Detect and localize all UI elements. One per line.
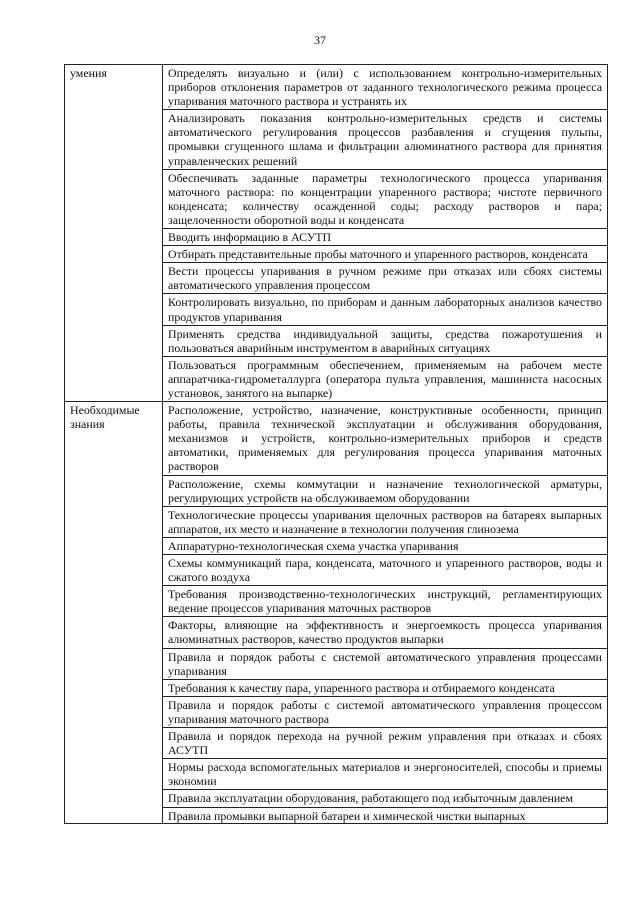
skill-item: Применять средства индивидуальной защиты, средства пожаротушения и пользоваться аварийным инструментом в аварийных ситуациях	[163, 325, 608, 356]
knowledge-item: Правила и порядок работы с системой автоматического управления процессом упаривания маточного раствора	[163, 696, 608, 727]
requirements-table	[64, 64, 608, 824]
knowledge-item: Требования к качеству пара, упаренного раствора и отбираемого конденсата	[163, 679, 608, 696]
page-number: 37	[314, 33, 326, 47]
knowledge-item: Аппаратурно-технологическая схема участка упаривания	[163, 537, 608, 554]
knowledge-item: Требования производственно-технологических инструкций, регламентирующих ведение процессов упаривания маточных растворов	[163, 586, 608, 617]
knowledge-item: Расположение, схемы коммутации и назначение технологической арматуры, регулирующих устройств на обслуживаемом оборудовании	[163, 475, 608, 506]
skill-item: Вводить информацию в АСУТП	[163, 229, 608, 246]
knowledge-item: Расположение, устройство, назначение, конструктивные особенности, принцип работы, правила технической эксплуатации и обслуживания оборудования, механизмов и устройств, контрольно-измерительных приборов и средств автоматики, применяемых для регулирования процесса упаривания маточных растворов	[163, 402, 608, 475]
section-label-knowledge: Необходимые знания	[65, 402, 163, 824]
table-row	[65, 65, 608, 110]
section-label-skills: умения	[65, 65, 163, 402]
skill-item: Анализировать показания контрольно-измерительных средств и системы автоматического регулирования процессов разбавления и сгущения пульпы, промывки сгущенного шлама и фильтрации алюминатного раствора для принятия управленческих решений	[163, 110, 608, 169]
knowledge-item: Правила эксплуатации оборудования, работающего под избыточным давлением	[163, 790, 608, 807]
skill-item: Пользоваться программным обеспечением, применяемым на рабочем месте аппаратчика-гидрометаллурга (оператора пульта управления, машиниста насосных установок, занятого на выпарке)	[163, 356, 608, 401]
skill-item: Обеспечивать заданные параметры технологического процесса упаривания маточного раствора: по концентрации упаренного раствора; чистоте первичного конденсата; количеству осажденной соды; расходу растворов и пара; защелоченности оборотной воды и конденсата	[163, 169, 608, 228]
knowledge-item: Правила и порядок работы с системой автоматического управления процессами упаривания	[163, 648, 608, 679]
knowledge-item: Факторы, влияющие на эффективность и энергоемкость процесса упаривания алюминатных растворов, качество продуктов выпарки	[163, 617, 608, 648]
table-row	[65, 402, 608, 475]
skill-item: Вести процессы упаривания в ручном режиме при отказах или сбоях системы автоматического управления процессом	[163, 263, 608, 294]
skill-item: Отбирать представительные пробы маточного и упаренного растворов, конденсата	[163, 246, 608, 263]
knowledge-item: Нормы расхода вспомогательных материалов и энергоносителей, способы и приемы экономии	[163, 759, 608, 790]
knowledge-item: Технологические процессы упаривания щелочных растворов на батареях выпарных аппаратов, их место и назначение в технологии получения глинозема	[163, 506, 608, 537]
knowledge-item: Правила и порядок перехода на ручной режим управления при отказах и сбоях АСУТП	[163, 728, 608, 759]
skill-item: Определять визуально и (или) с использованием контрольно-измерительных приборов отклонения параметров от заданного технологического режима процесса упаривания маточного раствора и устранять их	[163, 65, 608, 110]
skill-item: Контролировать визуально, по приборам и данным лабораторных анализов качество продуктов упаривания	[163, 294, 608, 325]
knowledge-item: Правила промывки выпарной батареи и химической чистки выпарных	[163, 807, 608, 823]
knowledge-item: Схемы коммуникаций пара, конденсата, маточного и упаренного растворов, воды и сжатого воздуха	[163, 555, 608, 586]
